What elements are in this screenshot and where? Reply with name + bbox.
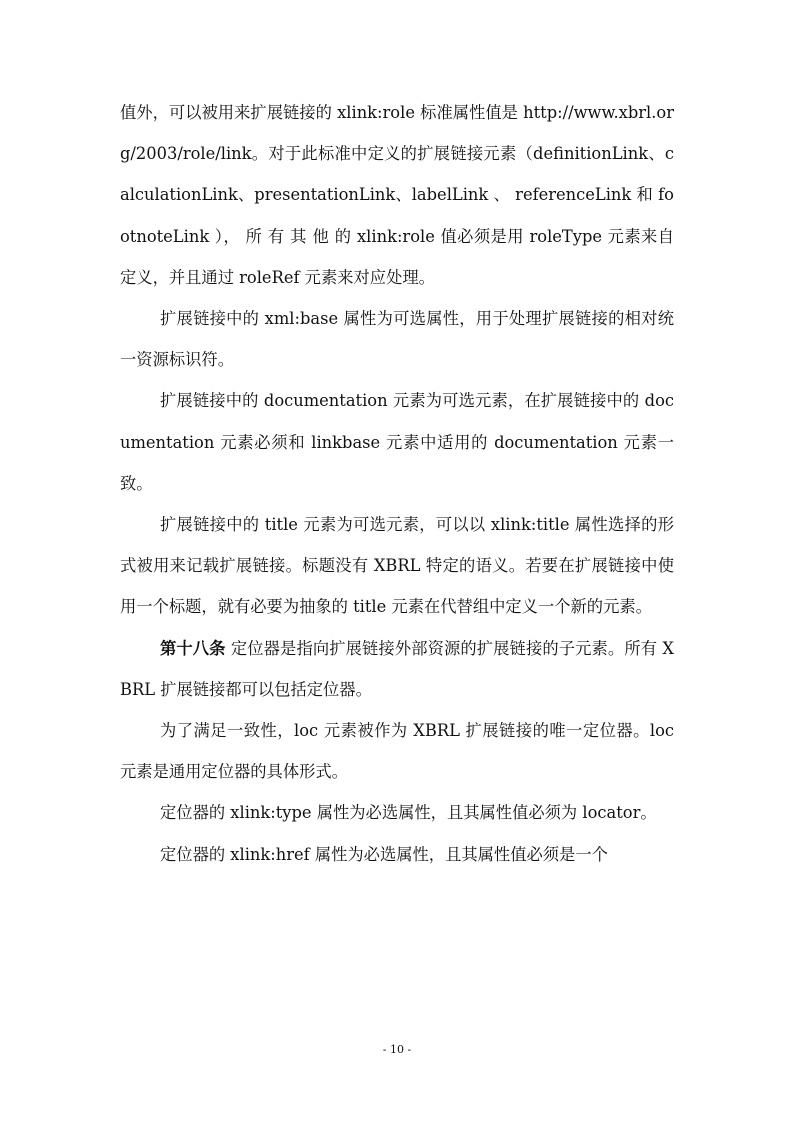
article-18-paragraph [120,628,674,710]
article-18-text: 定位器是指向扩展链接外部资源的扩展链接的子元素。所有 XBRL 扩展链接都可以包括定位器。 [120,638,674,699]
paragraph-3-text: 扩展链接中的 documentation 元素为可选元素，在扩展链接中的 documentation 元素必须和 linkbase 元素中适用的 documentation 元素一致。 [120,391,674,493]
paragraph-6 [120,710,674,792]
paragraph-7-text: 定位器的 xlink:type 属性为必选属性，且其属性值必须为 locator。 [160,803,657,823]
paragraph-1-text: 值外，可以被用来扩展链接的 xlink:role 标准属性值是 http://www.xbrl.org/2003/role/link。对于此标准中定义的扩展链接元素（definitionLink、calculationLink、presentationLink、labelLink 、 referenceLink 和 footnoteLink ）， 所 有 其 他 的 xlink:role 值必须是用 roleType 元素来自定义，并且通过 roleRef 元素来对应处理。 [120,103,674,287]
paragraph-8 [120,834,674,875]
paragraph-4-text: 扩展链接中的 title 元素为可选元素，可以以 xlink:title 属性选择的形式被用来记载扩展链接。标题没有 XBRL 特定的语义。若要在扩展链接中使用一个标题，就有必要为抽象的 title 元素在代替组中定义一个新的元素。 [120,515,674,617]
paragraph-4 [120,504,674,628]
paragraph-8-text: 定位器的 xlink:href 属性为必选属性，且其属性值必须是一个 [160,844,608,864]
paragraph-7 [120,792,674,833]
paragraph-1 [120,92,674,298]
paragraph-2 [120,298,674,380]
paragraph-3 [120,380,674,504]
paragraph-6-text: 为了满足一致性，loc 元素被作为 XBRL 扩展链接的唯一定位器。loc 元素是通用定位器的具体形式。 [120,721,674,782]
article-number: 第十八条 [160,638,226,658]
document-body [120,92,674,875]
paragraph-2-text: 扩展链接中的 xml:base 属性为可选属性，用于处理扩展链接的相对统一资源标识符。 [120,309,674,370]
page-number: - 10 - [382,1043,412,1056]
